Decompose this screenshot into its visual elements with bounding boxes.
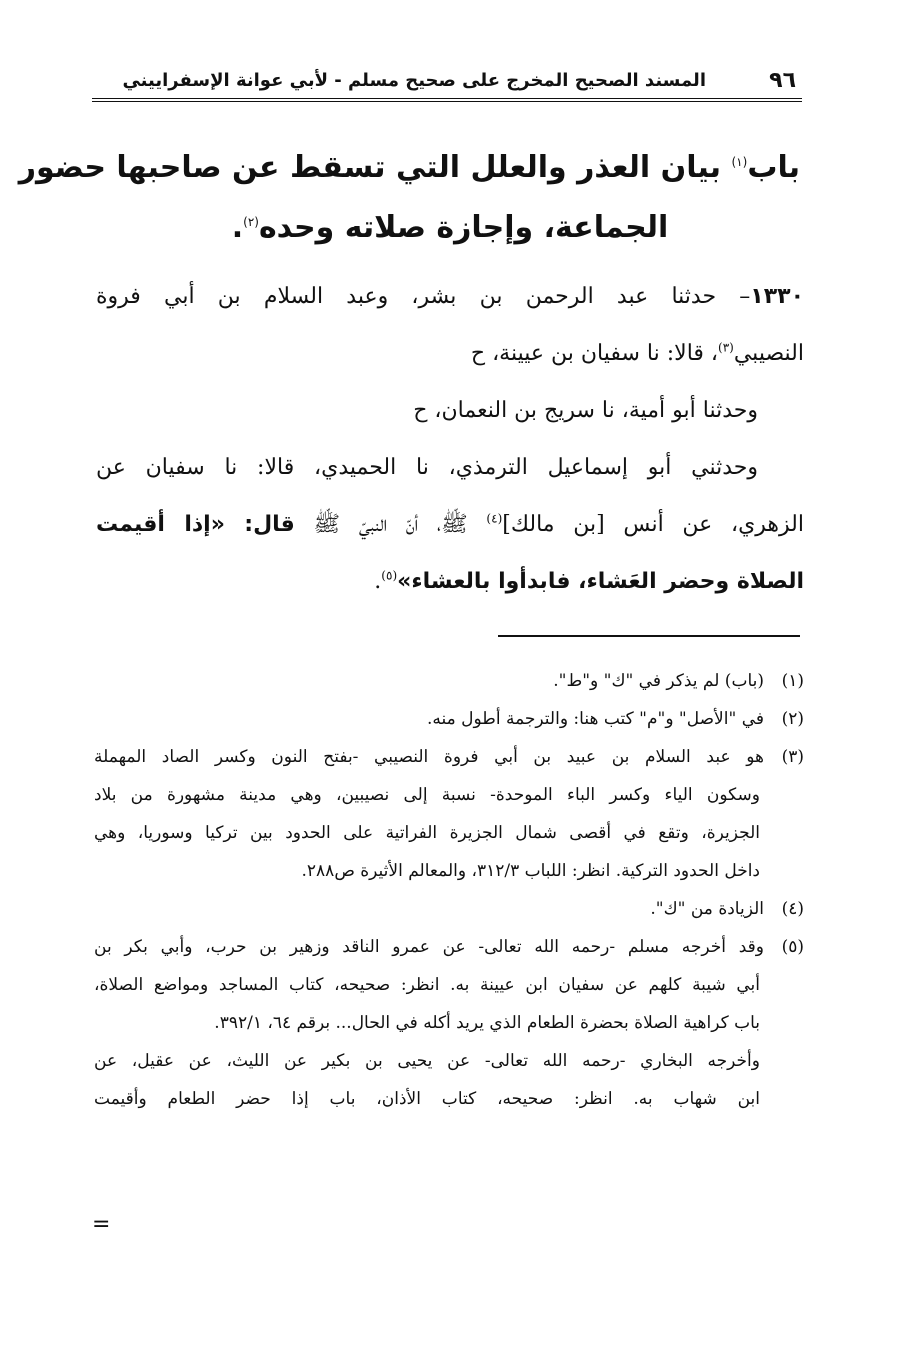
footnote-ref-5: (٥) bbox=[381, 568, 398, 583]
footnote-number: (٥) bbox=[781, 937, 804, 957]
hadith-text-3: وحدثنا أبو أمية، نا سريج بن النعمان، ح bbox=[413, 398, 758, 423]
hadith-text-5a: الزهري، عن أنس [بن مالك] bbox=[502, 512, 804, 537]
page-number: ٩٦ bbox=[769, 68, 796, 93]
footnote-text: الزيادة من "ك". bbox=[650, 899, 764, 919]
footnote-ref-4: (٤) bbox=[486, 511, 503, 526]
hadith-line-5 bbox=[96, 496, 804, 553]
chapter-heading bbox=[18, 138, 800, 258]
hadith-dash: – bbox=[716, 284, 751, 309]
footnote-2 bbox=[94, 700, 804, 738]
footnote-1 bbox=[94, 662, 804, 700]
footnote-line bbox=[94, 1080, 804, 1118]
running-header bbox=[92, 66, 802, 102]
hadith-text-5b: ﷺ، أنّ النبيّ ﷺ bbox=[294, 512, 487, 537]
footnote-text: وأخرجه البخاري -رحمه الله تعالى- عن يحيى بن بكير عن الليث، عن عقيل، عن bbox=[94, 1051, 760, 1071]
footnote-line bbox=[94, 700, 804, 738]
hadith-matn-end: الصلاة وحضر العَشاء، فابدأوا بالعشاء» bbox=[397, 569, 804, 594]
footnote-line bbox=[94, 966, 804, 1004]
footnote-line bbox=[94, 852, 804, 890]
footnote-ref-3: (٣) bbox=[718, 340, 734, 355]
hadith-line-6 bbox=[96, 553, 804, 610]
footnote-line bbox=[94, 1042, 804, 1080]
footnote-4 bbox=[94, 890, 804, 928]
chapter-title-text-1: بيان العذر والعلل التي تسقط عن صاحبها حضور bbox=[18, 150, 732, 185]
footnote-line bbox=[94, 814, 804, 852]
hadith-text-2a: النصيبي bbox=[733, 341, 804, 366]
footnote-text: (باب) لم يذكر في "ك" و"ط". bbox=[553, 671, 764, 691]
hadith-text-2b: ، قالا: نا سفيان بن عيينة، ح bbox=[470, 341, 719, 366]
hadith-line-3 bbox=[96, 382, 804, 439]
footnote-line bbox=[94, 928, 804, 966]
footnotes bbox=[94, 662, 804, 1118]
hadith-number: ١٣٣٠ bbox=[750, 284, 804, 309]
footnote-line bbox=[94, 1004, 804, 1042]
hadith-line-4 bbox=[96, 439, 804, 496]
hadith-qal: قال: bbox=[224, 512, 295, 537]
continued-mark: = bbox=[92, 1212, 111, 1237]
footnote-line bbox=[94, 776, 804, 814]
running-header-title: المسند الصحيح المخرج على صحيح مسلم - لأبي عوانة الإسفراييني bbox=[122, 70, 706, 91]
footnote-text: أبي شيبة كلهم عن سفيان ابن عيينة به. انظر: صحيحه، كتاب المساجد ومواضع الصلاة، bbox=[94, 975, 760, 995]
footnote-text: الجزيرة، وتقع في أقصى شمال الجزيرة الفراتية على الحدود بين تركيا وسوريا، وهي bbox=[94, 823, 760, 843]
footnote-number: (١) bbox=[781, 671, 804, 691]
footnote-text: في "الأصل" و"م" كتب هنا: والترجمة أطول منه. bbox=[427, 709, 764, 729]
footnote-number: (٤) bbox=[781, 899, 804, 919]
footnote-line bbox=[94, 662, 804, 700]
footnote-text: باب كراهية الصلاة بحضرة الطعام الذي يريد أكله في الحال... برقم ٦٤، ٣٩٢/١. bbox=[214, 1013, 760, 1033]
footnote-ref-2: (٢) bbox=[243, 215, 259, 229]
footnote-separator bbox=[498, 635, 800, 637]
footnote-line bbox=[94, 890, 804, 928]
hadith-period: . bbox=[374, 569, 382, 594]
chapter-title-period: . bbox=[231, 210, 244, 245]
hadith-text-1: حدثنا عبد الرحمن بن بشر، وعبد السلام بن أبي فروة bbox=[96, 284, 717, 309]
footnote-text: هو عبد السلام بن عبيد بن أبي فروة النصيبي -بفتح النون وكسر الصاد المهملة bbox=[94, 747, 764, 767]
footnote-number: (٢) bbox=[781, 709, 804, 729]
footnote-5 bbox=[94, 928, 804, 1118]
chapter-title-text-2: الجماعة، وإجازة صلاته وحده bbox=[258, 210, 669, 245]
footnote-number: (٣) bbox=[781, 747, 804, 767]
footnote-text: داخل الحدود التركية. انظر: اللباب ٣١٢/٣، والمعالم الأثيرة ص٢٨٨. bbox=[301, 861, 760, 881]
hadith-text-4: وحدثني أبو إسماعيل الترمذي، نا الحميدي، قالا: نا سفيان عن bbox=[96, 455, 758, 480]
footnote-ref-1: (١) bbox=[731, 155, 748, 169]
chapter-word-bab: باب bbox=[747, 150, 800, 185]
footnote-text: ابن شهاب به. انظر: صحيحه، كتاب الأذان، باب إذا حضر الطعام وأقيمت bbox=[94, 1089, 760, 1109]
footnote-text: وسكون الياء وكسر الباء الموحدة- نسبة إلى نصيبين، وهي مدينة مشهورة من بلاد bbox=[94, 785, 760, 805]
footnote-line bbox=[94, 738, 804, 776]
footnote-text: وقد أخرجه مسلم -رحمه الله تعالى- عن عمرو الناقد وزهير بن حرب، وأبي بكر بن bbox=[94, 937, 764, 957]
footnote-3 bbox=[94, 738, 804, 890]
hadith-line-1 bbox=[96, 268, 804, 325]
chapter-heading-line-1 bbox=[18, 138, 800, 198]
hadith-block bbox=[96, 268, 804, 610]
hadith-matn-start: «إذا أقيمت bbox=[96, 512, 225, 537]
chapter-heading-line-2 bbox=[100, 198, 800, 258]
hadith-line-2 bbox=[96, 325, 804, 382]
